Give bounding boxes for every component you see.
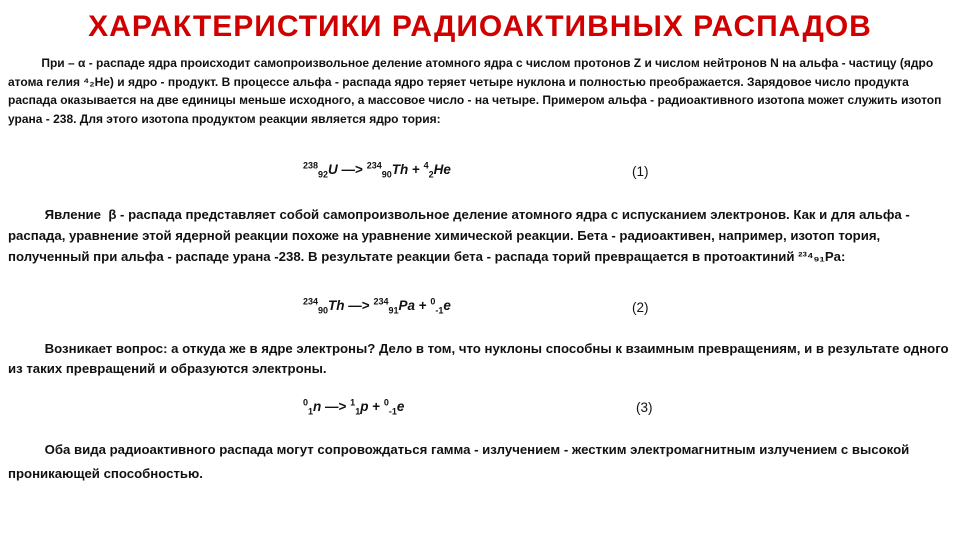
he-charge-number: 2 xyxy=(428,169,434,180)
n-mass-number: 0 xyxy=(303,397,309,408)
th-mass-number: 234 xyxy=(366,160,382,171)
page-title: ХАРАКТЕРИСТИКИ РАДИОАКТИВНЫХ РАСПАДОВ xyxy=(88,10,872,43)
e-charge-number: -1 xyxy=(388,406,397,417)
he-symbol: He xyxy=(433,162,451,177)
eq3-arrow: —> xyxy=(321,399,351,414)
th-symbol: Th xyxy=(391,162,409,177)
eq1-plus: + xyxy=(408,162,424,177)
eq2-arrow: —> xyxy=(344,298,374,313)
paragraph-gamma-radiation: Оба вида радиоактивного распада могут сопровождаться гамма - излучением - жестким электромагнитным излучением с высокой проникающей способностью. xyxy=(8,442,913,481)
eq1-arrow: —> xyxy=(337,162,367,177)
u-mass-number: 238 xyxy=(303,160,319,171)
equation-3 xyxy=(303,397,405,417)
pa-charge-number: 91 xyxy=(388,305,399,316)
e-charge-number: -1 xyxy=(435,305,444,316)
th-charge-number: 90 xyxy=(381,169,392,180)
p-symbol: p xyxy=(360,399,369,414)
equation-2-number: (2) xyxy=(632,300,649,315)
e-symbol: e xyxy=(396,399,405,414)
p-charge-number: 1 xyxy=(355,406,361,417)
he-mass-number: 4 xyxy=(423,160,429,171)
paragraph-alpha-decay: При – α - распаде ядра происходит самопроизвольное деление атомного ядра с числом протонов Z и числом нейтронов N на альфа - частицу (ядро атома гелия ⁴₂He) и ядро - продукт. В процессе альфа - распада ядро теряет четыре нуклона и полностью преображается. Зарядовое число продукта распада оказывается на две единицы меньше исходного, а массовое число - на четыре. Примером альфа - радиоактивного изотопа может служить изотоп урана - 238. Для этого изотопа продуктом реакции является ядро тория: xyxy=(8,56,945,126)
eq2-plus: + xyxy=(415,298,431,313)
u-symbol: U xyxy=(328,162,338,177)
paragraph-beta-decay: Явление β - распада представляет собой самопроизвольное деление атомного ядра с испусканием электронов. Как и для альфа - распада, уравнение этой ядерной реакции похоже на уравнение химической реакции. Бета - радиоактивен, например, изотоп тория, полученный при альфа - распаде урана -238. В результате реакции бета - распада торий превращается в протоактиний ²³⁴₉₁Pa: xyxy=(8,207,914,264)
equation-1-number: (1) xyxy=(632,164,649,179)
e-symbol: e xyxy=(443,298,451,313)
pa-mass-number: 234 xyxy=(373,296,389,307)
pa-symbol: Pa xyxy=(398,298,415,313)
th-symbol: Th xyxy=(328,298,345,313)
e-mass-number: 0 xyxy=(430,296,436,307)
paragraph-electrons-origin: Возникает вопрос: а откуда же в ядре электроны? Дело в том, что нуклоны способны к взаимным превращениям, и в результате одного из таких превращений и образуются электроны. xyxy=(8,341,953,376)
equation-3-number: (3) xyxy=(636,400,653,415)
n-charge-number: 1 xyxy=(308,406,314,417)
e-mass-number: 0 xyxy=(383,397,389,408)
equation-2 xyxy=(303,296,451,316)
th-mass-number: 234 xyxy=(303,296,319,307)
n-symbol: n xyxy=(313,399,322,414)
p-mass-number: 1 xyxy=(350,397,356,408)
th-charge-number: 90 xyxy=(318,305,329,316)
u-charge-number: 92 xyxy=(318,169,329,180)
equation-1 xyxy=(303,160,451,180)
eq3-plus: + xyxy=(368,399,384,414)
